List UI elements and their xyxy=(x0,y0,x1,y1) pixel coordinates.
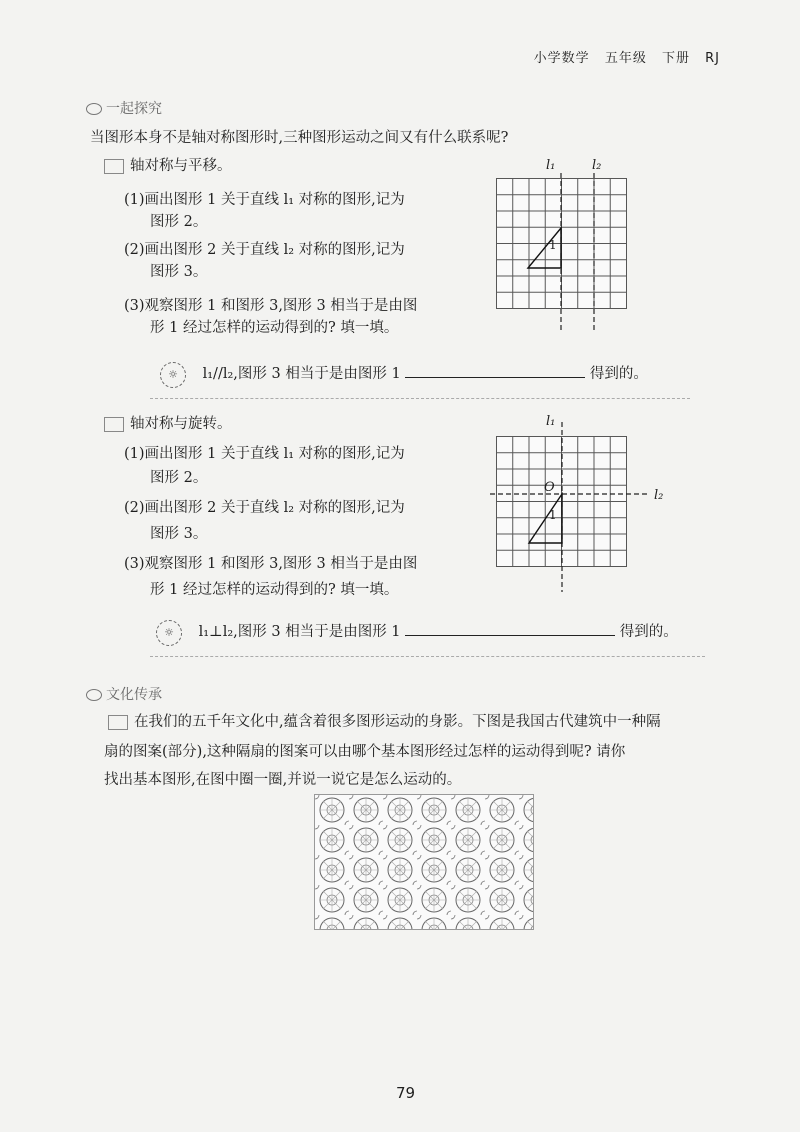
q2-step1-line2: 图形 2。 xyxy=(150,470,208,486)
answer-blank-1[interactable] xyxy=(405,363,585,378)
section-title-culture: 文化传承 xyxy=(86,684,162,704)
section-icon xyxy=(86,103,102,115)
figure-1-triangle xyxy=(529,494,562,543)
q1-step2-line1: (2)画出图形 2 关于直线 l₂ 对称的图形,记为 xyxy=(124,242,405,258)
label-l2: l₂ xyxy=(654,488,664,503)
q2-step1-line1: (1)画出图形 1 关于直线 l₁ 对称的图形,记为 xyxy=(124,446,405,462)
label-l2: l₂ xyxy=(592,158,602,173)
grid-2-overlay xyxy=(488,412,668,602)
page-header xyxy=(524,47,720,66)
shape-label-1: 1 xyxy=(549,508,557,522)
question-number-icon xyxy=(104,417,124,432)
section-title-explore: 一起探究 xyxy=(86,98,162,118)
question-number-icon xyxy=(108,715,128,730)
q1-heading: 轴对称与平移。 xyxy=(104,150,232,182)
q2-step3-line2: 形 1 经过怎样的运动得到的? 填一填。 xyxy=(150,582,399,598)
page-number: 79 xyxy=(396,1084,416,1102)
label-l1: l₁ xyxy=(546,158,556,173)
label-l1: l₁ xyxy=(546,414,556,429)
q2-step2-line1: (2)画出图形 2 关于直线 l₂ 对称的图形,记为 xyxy=(124,500,405,516)
edition: RJ xyxy=(705,51,720,66)
bulb-icon: ☼ xyxy=(156,620,182,646)
grid-1-overlay xyxy=(490,155,640,345)
culture-para-line2: 扇的图案(部分),这种隔扇的图案可以由哪个基本图形经过怎样的运动得到呢? 请你 xyxy=(104,744,626,760)
culture-para-line3: 找出基本图形,在图中圈一圈,并说一说它是怎么运动的。 xyxy=(104,772,462,788)
origin-label: O xyxy=(544,480,555,495)
bulb-icon: ☼ xyxy=(160,362,186,388)
shape-label-1: 1 xyxy=(549,238,557,252)
q1-step3-line1: (3)观察图形 1 和图形 3,图形 3 相当于是由图 xyxy=(124,298,418,314)
divider xyxy=(150,656,705,657)
fill-row-2: ☼ l₁⊥l₂,图形 3 相当于是由图形 1 得到的。 xyxy=(156,620,678,646)
q1-step3-line2: 形 1 经过怎样的运动得到的? 填一填。 xyxy=(150,320,399,336)
section-icon xyxy=(86,689,102,701)
q2-step3-line1: (3)观察图形 1 和图形 3,图形 3 相当于是由图 xyxy=(124,556,418,572)
q1-step2-line2: 图形 3。 xyxy=(150,264,208,280)
intro-text: 当图形本身不是轴对称图形时,三种图形运动之间又有什么联系呢? xyxy=(90,130,509,146)
q2-heading: 轴对称与旋转。 xyxy=(104,408,232,440)
volume: 下册 xyxy=(661,51,690,66)
fill-row-1: ☼ l₁//l₂,图形 3 相当于是由图形 1 得到的。 xyxy=(160,362,648,388)
grade: 五年级 xyxy=(604,51,647,66)
question-number-icon xyxy=(104,159,124,174)
q2-step2-line2: 图形 3。 xyxy=(150,526,208,542)
subject: 小学数学 xyxy=(533,51,590,66)
culture-para-line1: 在我们的五千年文化中,蕴含着很多图形运动的身影。下图是我国古代建筑中一种隔 xyxy=(108,712,748,732)
lattice-pattern-image xyxy=(314,794,534,930)
q1-step1-line1: (1)画出图形 1 关于直线 l₁ 对称的图形,记为 xyxy=(124,192,405,208)
answer-blank-2[interactable] xyxy=(405,621,615,636)
divider xyxy=(150,398,690,399)
q1-step1-line2: 图形 2。 xyxy=(150,214,208,230)
